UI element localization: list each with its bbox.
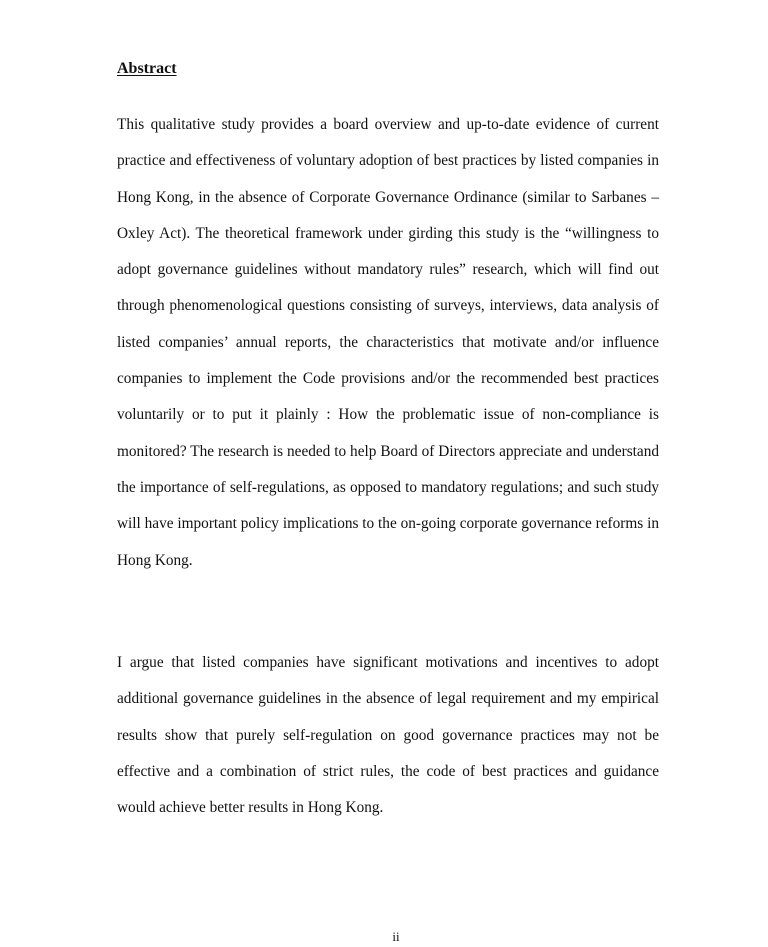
- abstract-paragraph-1: This qualitative study provides a board overview and up-to-date evidence of current practice and effectiveness of voluntary adoption of best practices by listed companies in Hong Kong, in the absence of Corporate Governance Ordinance (similar to Sarbanes – Oxley Act). The theoretical framework under girding this study is the “willingness to adopt governance guidelines without mandatory rules” research, which will find out through phenomenological questions consisting of surveys, interviews, data analysis of listed companies’ annual reports, the characteristics that motivate and/or influence companies to implement the Code provisions and/or the recommended best practices voluntarily or to put it plainly : How the problematic issue of non-compliance is monitored? The research is needed to help Board of Directors appreciate and understand the importance of self-regulations, as opposed to mandatory regulations; and such study will have important policy implications to the on-going corporate governance reforms in Hong Kong.: [117, 116, 659, 569]
- abstract-paragraph-2: I argue that listed companies have significant motivations and incentives to adopt additional governance guidelines in the absence of legal requirement and my empirical results show that purely self-regulation on good governance practices may not be effective and a combination of strict rules, the code of best practices and guidance would achieve better results in Hong Kong.: [117, 654, 659, 817]
- abstract-heading: Abstract: [117, 60, 177, 77]
- page-number: ii: [392, 929, 400, 944]
